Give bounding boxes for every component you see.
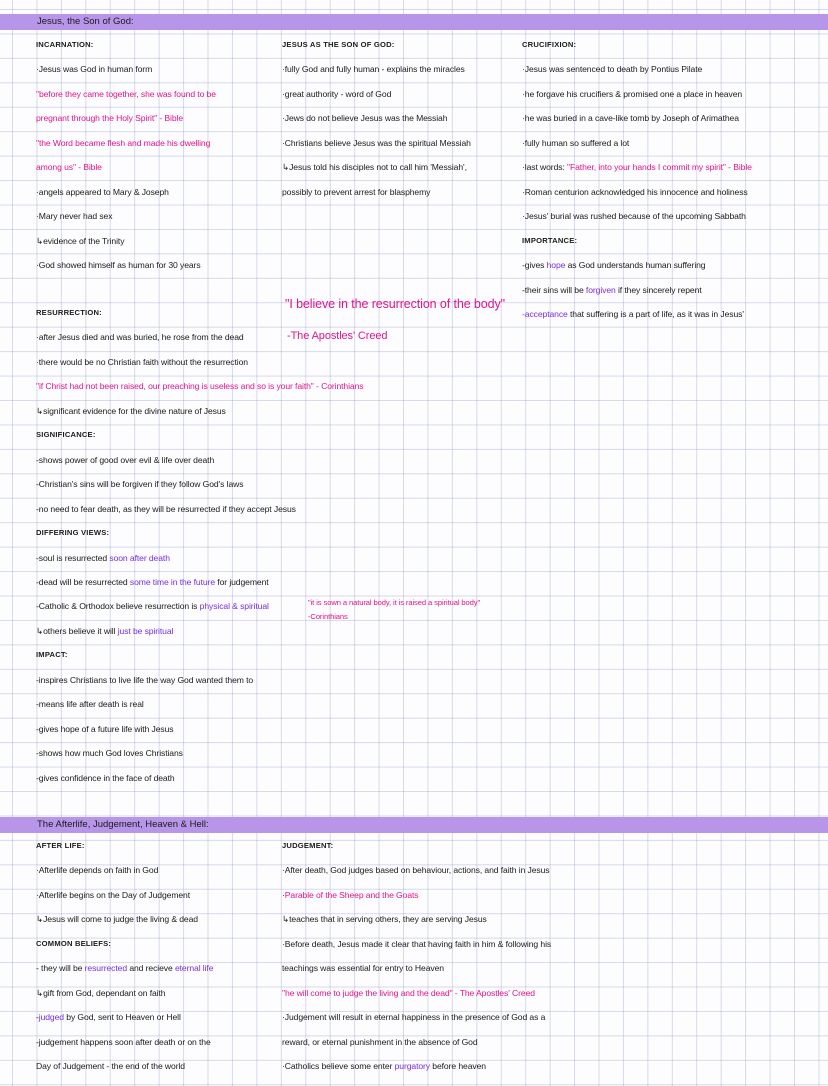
note-text: teachings was essential for entry to Heaven xyxy=(282,963,444,974)
note-text: ·last words: xyxy=(522,162,568,173)
note-text: ·Jesus was God in human form xyxy=(36,64,153,75)
note-text: ·after Jesus died and was buried, he rose from the dead xyxy=(36,332,244,343)
note-text: IMPORTANCE: xyxy=(522,235,578,245)
quote-text: "Father, into your hands I commit my spirit" - Bible xyxy=(567,162,752,173)
note-text: COMMON BELIEFS: xyxy=(36,938,112,948)
incarnation-note-line xyxy=(36,87,216,101)
note-text: -gives confidence in the face of death xyxy=(36,772,175,783)
note-text: -Christian's sins will be forgiven if they follow God's laws xyxy=(36,479,244,490)
resurrection-note-line xyxy=(36,453,214,467)
afterlife-note-line xyxy=(36,1059,185,1073)
note-text: · xyxy=(282,889,285,900)
note-text: -shows power of good over evil & life over death xyxy=(36,454,215,465)
incarnation-note-line xyxy=(36,111,183,125)
note-text: ·he was buried in a cave-like tomb by Joseph of Arimathea xyxy=(522,113,739,124)
creed-source: -The Apostles' Creed xyxy=(287,330,388,342)
note-text: ·he forgave his crucifiers & promised one a place in heaven xyxy=(522,88,743,99)
note-text: ·fully human so suffered a lot xyxy=(522,137,630,148)
note-text: ↳evidence of the Trinity xyxy=(36,235,125,246)
note-text: ·Roman centurion acknowledged his innocence and holiness xyxy=(522,186,748,197)
incarnation-note-line xyxy=(36,136,210,150)
note-text: ·Before death, Jesus made it clear that having faith in him & following his xyxy=(282,938,552,949)
resurrection-note-line xyxy=(36,355,248,369)
judgement-note-line xyxy=(282,1059,486,1073)
resurrection-subheading xyxy=(36,526,109,540)
resurrection-note-line xyxy=(36,673,253,687)
note-text: ·Jews do not believe Jesus was the Messiah xyxy=(282,113,448,124)
note-text: -gives xyxy=(522,260,547,271)
crucifixion-note-line xyxy=(522,62,702,76)
afterlife-note-line xyxy=(36,961,213,975)
quote-text: among us" - Bible xyxy=(36,162,102,173)
crucifixion-note-line xyxy=(522,87,742,101)
crucifixion-note-line xyxy=(522,160,752,174)
note-text: reward, or eternal punishment in the absence of God xyxy=(282,1036,478,1047)
note-text: ↳significant evidence for the divine nature of Jesus xyxy=(36,405,226,416)
quote-text: pregnant through the Holy Spirit" - Bible xyxy=(36,113,184,124)
judgement-note-line xyxy=(282,961,444,975)
resurrection-subheading xyxy=(36,648,68,662)
note-text: ·Jesus' burial was rushed because of the upcoming Sabbath xyxy=(522,211,746,222)
son-of-god-note-line xyxy=(282,160,467,174)
creed-quote: "I believe in the resurrection of the body" xyxy=(285,297,505,311)
section-title: The Afterlife, Judgement, Heaven & Hell: xyxy=(37,819,209,830)
afterlife-subheading xyxy=(36,937,111,951)
resurrection-note-line xyxy=(36,404,226,418)
quote-text: "the Word became flesh and made his dwelling xyxy=(36,137,211,148)
section-title: Jesus, the Son of God: xyxy=(37,16,134,27)
quote-text: Parable of the Sheep and the Goats xyxy=(284,889,419,900)
resurrection-note-line xyxy=(36,575,269,589)
judgement-note-line xyxy=(282,863,550,877)
resurrection-note-line xyxy=(36,697,144,711)
resurrection-note-line xyxy=(36,379,363,393)
key-term: resurrected xyxy=(84,963,128,974)
resurrection-note-line xyxy=(36,477,243,491)
note-text: ·Catholics believe some enter xyxy=(282,1061,395,1072)
son-of-god-note-line xyxy=(282,62,465,76)
key-term: some time in the future xyxy=(129,576,216,587)
afterlife-note-line xyxy=(36,888,190,902)
note-text: ↳Jesus will come to judge the living & dead xyxy=(36,914,198,925)
note-text: that suffering is a part of life, as it was in Jesus' xyxy=(567,308,744,319)
note-text: if they sincerely repent xyxy=(615,284,702,295)
incarnation-heading: INCARNATION: xyxy=(36,40,94,49)
judgement-heading: JUDGEMENT: xyxy=(282,841,334,850)
note-text: -no need to fear death, as they will be resurrected if they accept Jesus xyxy=(36,503,296,514)
note-text: for judgement xyxy=(215,576,269,587)
resurrection-heading: RESURRECTION: xyxy=(36,308,102,317)
resurrection-note-line xyxy=(36,624,173,638)
note-text: -gives hope of a future life with Jesus xyxy=(36,723,174,734)
quote-text: "he will come to judge the living and the dead" - The Apostles' Creed xyxy=(282,987,535,998)
note-text: ↳gift from God, dependant on faith xyxy=(36,987,166,998)
resurrection-note-line xyxy=(36,746,183,760)
judgement-note-line xyxy=(282,1035,478,1049)
note-text: -shows how much God loves Christians xyxy=(36,748,183,759)
key-term: purgatory xyxy=(394,1061,430,1072)
afterlife-note-line xyxy=(36,863,158,877)
key-term: hope xyxy=(546,260,566,271)
judgement-note-line xyxy=(282,937,551,951)
key-term: forgiven xyxy=(585,284,616,295)
son-of-god-note-line xyxy=(282,87,391,101)
note-text: ·Christians believe Jesus was the spiritual Messiah xyxy=(282,137,471,148)
quote-text: "if Christ had not been raised, our preaching is useless and so is your faith" - Corinthians xyxy=(36,381,364,392)
note-text: - they will be xyxy=(36,963,85,974)
note-text: ·Mary never had sex xyxy=(36,211,113,222)
judgement-note-line xyxy=(282,1010,545,1024)
note-text: - xyxy=(36,1012,39,1023)
incarnation-note-line xyxy=(36,185,169,199)
resurrection-note-line xyxy=(36,771,175,785)
note-text: ·angels appeared to Mary & Joseph xyxy=(36,186,169,197)
crucifixion-note-line xyxy=(522,136,629,150)
quote-text: "before they came together, she was found to be xyxy=(36,88,216,99)
note-text: ·Judgement will result in eternal happiness in the presence of God as a xyxy=(282,1012,546,1023)
note-text: as God understands human suffering xyxy=(565,260,706,271)
incarnation-note-line xyxy=(36,209,112,223)
note-text: SIGNIFICANCE: xyxy=(36,430,96,440)
note-text: before heaven xyxy=(430,1061,486,1072)
note-text: -Catholic & Orthodox believe resurrection is xyxy=(36,601,200,612)
note-text: -dead will be resurrected xyxy=(36,576,130,587)
key-term: judged xyxy=(38,1012,64,1023)
note-text: -means life after death is real xyxy=(36,699,144,710)
resurrection-subheading xyxy=(36,428,96,442)
note-text: IMPACT: xyxy=(36,650,68,660)
section-header-bar xyxy=(0,817,828,833)
note-text: ·great authority - word of God xyxy=(282,88,392,99)
note-text: ·Jesus was sentenced to death by Pontius Pilate xyxy=(522,64,703,75)
corinthians-source: -Corinthians xyxy=(308,612,348,621)
son-of-god-note-line xyxy=(282,185,430,199)
crucifixion-note-line xyxy=(522,307,744,321)
note-text: ·Afterlife begins on the Day of Judgement xyxy=(36,889,191,900)
crucifixion-note-line xyxy=(522,111,739,125)
incarnation-note-line xyxy=(36,160,102,174)
incarnation-note-line xyxy=(36,258,201,272)
resurrection-note-line xyxy=(36,330,244,344)
crucifixion-note-line xyxy=(522,283,702,297)
resurrection-note-line xyxy=(36,599,269,613)
judgement-note-line xyxy=(282,912,487,926)
note-text: ·there would be no Christian faith without the resurrection xyxy=(36,356,248,367)
incarnation-note-line xyxy=(36,234,124,248)
resurrection-note-line xyxy=(36,722,174,736)
note-text: by God, sent to Heaven or Hell xyxy=(63,1012,181,1023)
crucifixion-note-line xyxy=(522,209,746,223)
key-term: physical & spiritual xyxy=(199,601,269,612)
incarnation-note-line xyxy=(36,62,152,76)
afterlife-note-line xyxy=(36,986,165,1000)
note-text: -inspires Christians to live life the way God wanted them to xyxy=(36,674,254,685)
resurrection-note-line xyxy=(36,551,170,565)
note-text: -judgement happens soon after death or on the xyxy=(36,1036,211,1047)
note-text: -soul is resurrected xyxy=(36,552,110,563)
crucifixion-heading: CRUCIFIXION: xyxy=(522,40,577,49)
judgement-note-line xyxy=(282,986,535,1000)
son-of-god-note-line xyxy=(282,111,447,125)
note-text: ↳Jesus told his disciples not to call him 'Messiah', xyxy=(282,162,467,173)
section-header-bar xyxy=(0,14,828,30)
crucifixion-subheading xyxy=(522,234,577,248)
note-text: ·Afterlife depends on faith in God xyxy=(36,865,159,876)
afterlife-note-line xyxy=(36,1010,181,1024)
note-text: possibly to prevent arrest for blasphemy xyxy=(282,186,431,197)
note-text: Day of Judgement - the end of the world xyxy=(36,1061,185,1072)
crucifixion-note-line xyxy=(522,258,705,272)
note-text: -their sins will be xyxy=(522,284,586,295)
son-of-god-note-line xyxy=(282,136,471,150)
key-term: -acceptance xyxy=(522,308,568,319)
afterlife-note-line xyxy=(36,1035,211,1049)
note-text: ↳others believe it will xyxy=(36,625,118,636)
afterlife-note-line xyxy=(36,912,198,926)
key-term: just be spiritual xyxy=(117,625,174,636)
note-text: DIFFERING VIEWS: xyxy=(36,528,110,538)
note-text: ·After death, God judges based on behaviour, actions, and faith in Jesus xyxy=(282,865,550,876)
corinthians-quote: "it is sown a natural body, it is raised a spiritual body" xyxy=(308,598,481,607)
son-of-god-heading: JESUS AS THE SON OF GOD: xyxy=(282,40,395,49)
crucifixion-note-line xyxy=(522,185,748,199)
afterlife-heading: AFTER LIFE: xyxy=(36,841,85,850)
key-term: soon after death xyxy=(109,552,170,563)
judgement-note-line xyxy=(282,888,419,902)
key-term: eternal life xyxy=(174,963,214,974)
note-text: ·God showed himself as human for 30 years xyxy=(36,260,201,271)
note-text: and recieve xyxy=(127,963,175,974)
note-text: ·fully God and fully human - explains the miracles xyxy=(282,64,465,75)
note-text: ↳teaches that in serving others, they are serving Jesus xyxy=(282,914,487,925)
resurrection-note-line xyxy=(36,502,296,516)
